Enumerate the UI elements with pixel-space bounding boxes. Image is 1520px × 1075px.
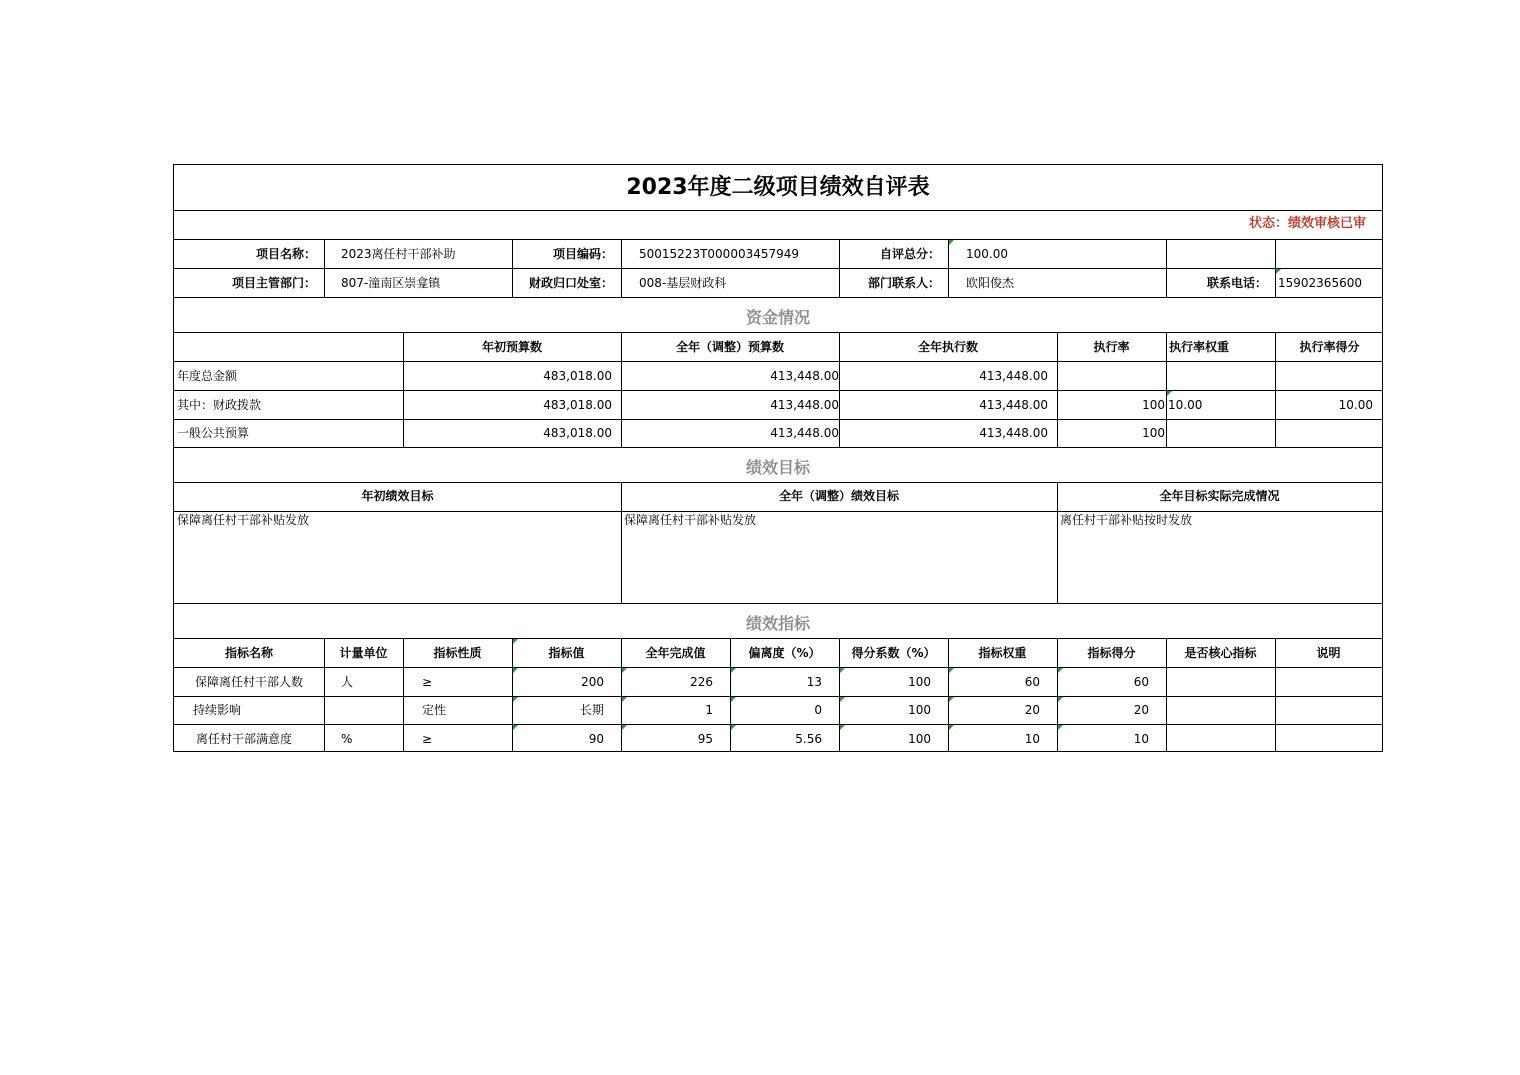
indicator-header: 指标名称 bbox=[224, 646, 273, 660]
grid-line bbox=[174, 210, 1382, 211]
funds-cell: 413,448.00 bbox=[979, 426, 1048, 440]
indicator-unit: 人 bbox=[341, 675, 354, 689]
funds-cell: 483,018.00 bbox=[543, 369, 612, 383]
cell-marker-icon bbox=[513, 639, 518, 644]
funds-cell: 413,448.00 bbox=[770, 426, 839, 440]
page-title: 2023年度二级项目绩效自评表 bbox=[626, 175, 930, 200]
cell-marker-icon bbox=[949, 668, 954, 673]
indicators-section-title: 绩效指标 bbox=[745, 614, 810, 633]
indicator-deviation: 0 bbox=[814, 703, 822, 717]
grid-line bbox=[174, 696, 1382, 697]
funds-cell: 413,448.00 bbox=[770, 398, 839, 412]
cell-marker-icon bbox=[731, 725, 736, 730]
grid-line bbox=[174, 297, 1382, 298]
self-score-value: 100.00 bbox=[966, 247, 1008, 261]
indicator-weight: 10 bbox=[1024, 732, 1040, 746]
grid-line bbox=[174, 268, 1382, 269]
indicator-header: 全年完成值 bbox=[645, 646, 706, 660]
indicator-score: 20 bbox=[1133, 703, 1149, 717]
cell-marker-icon bbox=[622, 668, 627, 673]
grid-line bbox=[174, 724, 1382, 725]
goals-header: 年初绩效目标 bbox=[361, 489, 434, 503]
indicator-coefficient: 100 bbox=[908, 675, 931, 689]
cell-marker-icon bbox=[840, 725, 845, 730]
indicator-weight: 20 bbox=[1024, 703, 1040, 717]
indicator-target: 90 bbox=[588, 732, 604, 746]
status-badge: 状态：绩效审核已审 bbox=[1248, 216, 1366, 231]
indicator-actual: 226 bbox=[690, 675, 713, 689]
grid-line bbox=[174, 511, 1382, 512]
indicator-deviation: 13 bbox=[806, 675, 822, 689]
contact-value: 欧阳俊杰 bbox=[966, 276, 1015, 290]
funds-row-label: 其中：财政拨款 bbox=[177, 398, 262, 412]
indicator-deviation: 5.56 bbox=[795, 732, 822, 746]
cell-marker-icon bbox=[1058, 697, 1063, 702]
goals-header: 全年目标实际完成情况 bbox=[1159, 489, 1280, 503]
grid-line bbox=[174, 390, 1382, 391]
phone-label: 联系电话： bbox=[1206, 276, 1267, 290]
grid-line bbox=[174, 419, 1382, 420]
indicator-header: 计量单位 bbox=[339, 646, 388, 660]
indicator-unit: % bbox=[341, 732, 353, 746]
cell-marker-icon bbox=[949, 725, 954, 730]
funds-cell: 483,018.00 bbox=[543, 398, 612, 412]
project-name-value: 2023离任村干部补助 bbox=[341, 247, 456, 261]
cell-marker-icon bbox=[1058, 725, 1063, 730]
indicator-name: 保障离任村干部人数 bbox=[194, 675, 303, 689]
grid-line bbox=[621, 239, 622, 297]
goal-actual: 离任村干部补贴按时发放 bbox=[1060, 513, 1193, 527]
dept-label: 项目主管部门： bbox=[231, 276, 316, 290]
cell-marker-icon bbox=[513, 668, 518, 673]
indicator-target: 长期 bbox=[579, 703, 604, 717]
indicator-score: 10 bbox=[1133, 732, 1149, 746]
indicator-header: 是否核心指标 bbox=[1184, 646, 1257, 660]
funds-cell: 413,448.00 bbox=[979, 398, 1048, 412]
indicator-coefficient: 100 bbox=[908, 703, 931, 717]
indicator-name: 离任村干部满意度 bbox=[195, 732, 292, 746]
grid-line bbox=[174, 482, 1382, 483]
grid-line bbox=[948, 239, 949, 297]
cell-marker-icon bbox=[731, 697, 736, 702]
project-name-label: 项目名称： bbox=[255, 247, 316, 261]
cell-marker-icon bbox=[622, 697, 627, 702]
cell-marker-icon bbox=[513, 725, 518, 730]
finance-value: 008-基层财政科 bbox=[639, 276, 727, 290]
grid-line bbox=[1275, 239, 1276, 297]
indicator-type: 定性 bbox=[422, 703, 447, 717]
project-code-value: 50015223T000003457949 bbox=[639, 247, 800, 261]
funds-cell: 100 bbox=[1142, 426, 1165, 440]
cell-marker-icon bbox=[513, 697, 518, 702]
grid-line bbox=[174, 239, 1382, 240]
grid-line bbox=[174, 638, 1382, 639]
grid-line bbox=[324, 239, 325, 297]
indicator-actual: 95 bbox=[697, 732, 713, 746]
funds-row-label: 一般公共预算 bbox=[177, 426, 250, 440]
indicator-header: 指标性质 bbox=[433, 646, 482, 660]
phone-value: 15902365600 bbox=[1278, 276, 1362, 290]
funds-header: 全年执行数 bbox=[917, 340, 978, 354]
grid-line bbox=[174, 447, 1382, 448]
indicator-header: 说明 bbox=[1316, 646, 1341, 660]
funds-header: 执行率权重 bbox=[1169, 340, 1230, 354]
funds-header: 年初预算数 bbox=[481, 340, 542, 354]
indicator-header: 指标得分 bbox=[1087, 646, 1136, 660]
funds-cell: 10.00 bbox=[1338, 398, 1373, 412]
funds-header: 执行率得分 bbox=[1299, 340, 1360, 354]
finance-label: 财政归口处室： bbox=[528, 276, 613, 290]
indicator-coefficient: 100 bbox=[908, 732, 931, 746]
funds-cell: 413,448.00 bbox=[979, 369, 1048, 383]
grid-line bbox=[1166, 332, 1167, 447]
indicator-type: ≥ bbox=[422, 732, 433, 746]
indicator-header: 指标权重 bbox=[978, 646, 1027, 660]
performance-self-evaluation-table bbox=[173, 164, 1383, 752]
funds-cell: 10.00 bbox=[1168, 398, 1203, 412]
cell-marker-icon bbox=[622, 725, 627, 730]
goal-initial: 保障离任村干部补贴发放 bbox=[177, 513, 310, 527]
cell-marker-icon bbox=[731, 668, 736, 673]
goals-section-title: 绩效目标 bbox=[745, 458, 810, 477]
cell-marker-icon bbox=[840, 668, 845, 673]
indicator-score: 60 bbox=[1133, 675, 1149, 689]
funds-header: 执行率 bbox=[1093, 340, 1130, 354]
funds-cell: 100 bbox=[1142, 398, 1165, 412]
self-score-label: 自评总分： bbox=[879, 247, 940, 261]
goals-header: 全年（调整）绩效目标 bbox=[778, 489, 899, 503]
cell-marker-icon bbox=[1167, 391, 1172, 396]
indicator-weight: 60 bbox=[1024, 675, 1040, 689]
indicator-header: 偏离度（%） bbox=[748, 646, 821, 660]
indicator-actual: 1 bbox=[705, 703, 713, 717]
indicator-header: 指标值 bbox=[548, 646, 585, 660]
project-code-label: 项目编码： bbox=[552, 247, 613, 261]
grid-line bbox=[174, 603, 1382, 604]
grid-line bbox=[174, 667, 1382, 668]
dept-value: 807-潼南区崇龛镇 bbox=[341, 276, 441, 290]
grid-line bbox=[174, 332, 1382, 333]
funds-cell: 483,018.00 bbox=[543, 426, 612, 440]
cell-marker-icon bbox=[840, 697, 845, 702]
cell-marker-icon bbox=[1276, 269, 1281, 274]
cell-marker-icon bbox=[949, 697, 954, 702]
cell-marker-icon bbox=[1058, 668, 1063, 673]
indicator-type: ≥ bbox=[422, 675, 433, 689]
funds-row-label: 年度总金额 bbox=[177, 369, 238, 383]
indicator-target: 200 bbox=[581, 675, 604, 689]
goal-adjusted: 保障离任村干部补贴发放 bbox=[624, 513, 757, 527]
funds-header: 全年（调整）预算数 bbox=[675, 340, 784, 354]
indicator-name: 持续影响 bbox=[193, 703, 242, 717]
cell-marker-icon bbox=[949, 240, 954, 245]
funds-cell: 413,448.00 bbox=[770, 369, 839, 383]
funds-section-title: 资金情况 bbox=[745, 308, 810, 327]
grid-line bbox=[174, 361, 1382, 362]
indicator-header: 得分系数（%） bbox=[851, 646, 936, 660]
contact-label: 部门联系人： bbox=[867, 276, 940, 290]
